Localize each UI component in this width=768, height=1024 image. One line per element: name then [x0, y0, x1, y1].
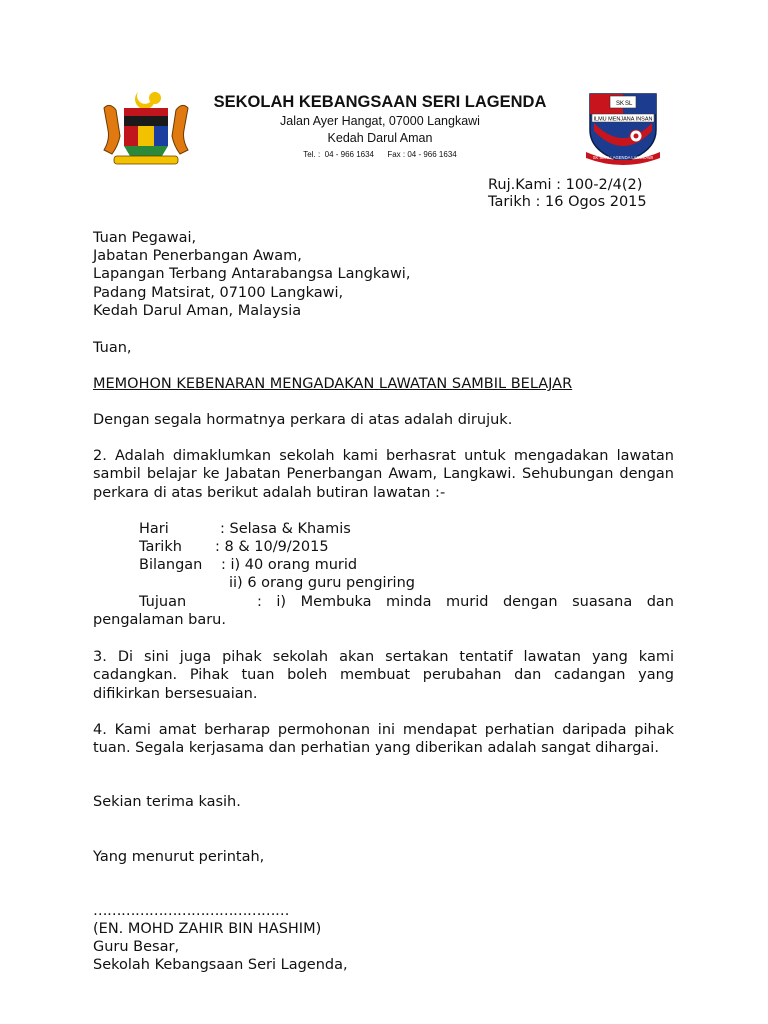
detail-tarikh-label: Tarikh	[139, 539, 182, 555]
paragraph-3: 3. Di sini juga pihak sekolah akan sertakan tentatif lawatan yang kami cadangkan. Pihak tuan boleh membuat perubahan dan cadangan yang difikirkan bersesuaian.	[93, 649, 674, 702]
school-crest-logo	[580, 90, 666, 166]
signatory-school: Sekolah Kebangsaan Seri Lagenda,	[93, 957, 348, 973]
crest-sl-text: SL	[625, 101, 633, 107]
school-name: SEKOLAH KEBANGSAAN SERI LAGENDA	[213, 93, 547, 111]
signatory-name: (EN. MOHD ZAHIR BIN HASHIM)	[93, 921, 322, 937]
paragraph-1: Dengan segala hormatnya perkara di atas adalah dirujuk.	[93, 412, 513, 428]
recipient-line: Kedah Darul Aman, Malaysia	[93, 303, 302, 319]
reference-number: Ruj.Kami : 100-2/4(2)	[488, 177, 643, 193]
signatory-title: Guru Besar,	[93, 939, 180, 955]
closing-text: Sekian terima kasih.	[93, 794, 241, 810]
salutation: Tuan,	[93, 340, 132, 356]
detail-tarikh-value: : 8 & 10/9/2015	[215, 539, 329, 555]
subject-text: MEMOHON KEBENARAN MENGADAKAN LAWATAN SAMBIL BELAJAR	[93, 376, 573, 392]
recipient-line: Tuan Pegawai,	[93, 230, 197, 246]
recipient-line: Padang Matsirat, 07100 Langkawi,	[93, 285, 344, 301]
detail-hari-label: Hari	[139, 521, 169, 537]
recipient-line: Jabatan Penerbangan Awam,	[93, 248, 302, 264]
crest-sk-text: SK	[616, 101, 625, 107]
letter-date: Tarikh : 16 Ogos 2015	[488, 194, 647, 210]
school-phone-fax: Tel. : 04 - 966 1634 Fax : 04 - 966 1634	[303, 150, 457, 159]
detail-bilangan-value-1: : i) 40 orang murid	[221, 557, 358, 573]
detail-bilangan-label: Bilangan	[139, 557, 203, 573]
sign-off-text: Yang menurut perintah,	[93, 849, 265, 865]
crest-motto: ILMU MENJANA INSAN	[593, 116, 653, 123]
recipient-line: Lapangan Terbang Antarabangsa Langkawi,	[93, 266, 411, 282]
school-address-line1: Jalan Ayer Hangat, 07000 Langkawi	[280, 114, 480, 128]
signature-line: ……………………………………	[93, 903, 289, 919]
paragraph-2: 2. Adalah dimaklumkan sekolah kami berhasrat untuk mengadakan lawatan sambil belajar ke Jabatan Penerbangan Awam, Langkawi. Sehubungan dengan perkara di atas berikut adalah butiran lawatan :-	[93, 448, 674, 501]
coat-of-arms-logo	[100, 88, 192, 170]
detail-hari-value: : Selasa & Khamis	[220, 521, 351, 537]
detail-tujuan-label: Tujuan	[139, 594, 187, 610]
paragraph-4: 4. Kami amat berharap permohonan ini mendapat perhatian daripada pihak tuan. Segala kerjasama dan perhatian yang diberikan adalah sangat dihargai.	[93, 722, 674, 757]
crest-bottom-text: SK SERI LAGENDA LANGKAWI	[592, 155, 654, 160]
subject-line	[93, 375, 572, 393]
detail-tujuan-value	[93, 593, 674, 630]
detail-tujuan-text: : i) Membuka minda murid dengan suasana dan pengalaman baru.	[93, 594, 674, 629]
detail-bilangan-value-2: ii) 6 orang guru pengiring	[229, 575, 415, 591]
school-address-line2: Kedah Darul Aman	[327, 131, 433, 145]
